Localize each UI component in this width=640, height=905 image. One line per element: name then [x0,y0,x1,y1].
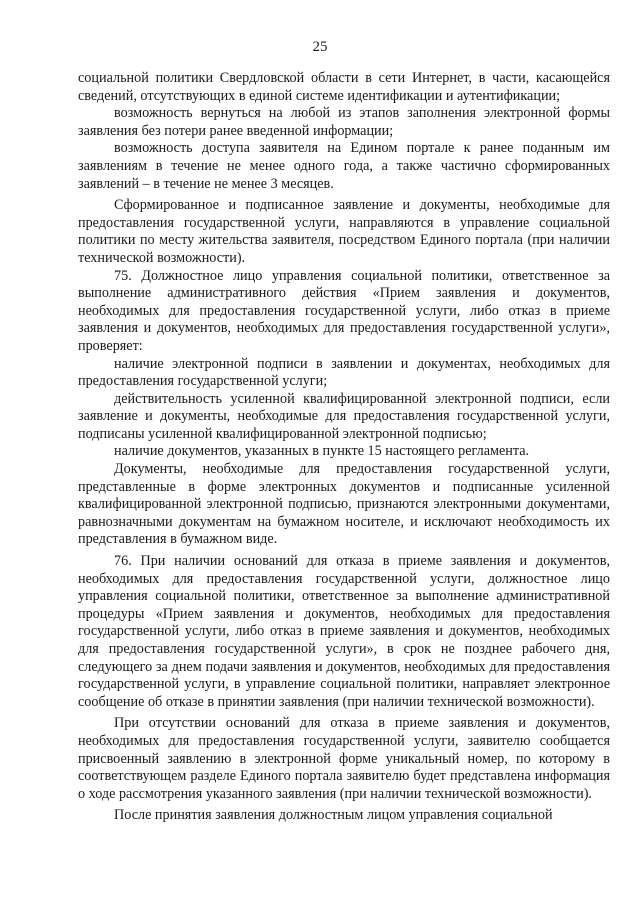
paragraph-item-75: 75. Должностное лицо управления социальной политики, ответственное за выполнение административного действия «Прием заявления и документов, необходимых для предоставления государственной услуги, либо отказ в приеме заявления и документов, необходимых для предоставления государственной услуги», проверяет: [78,267,610,354]
paragraph: При отсутствии оснований для отказа в приеме заявления и документов, необходимых для предоставления государственной услуги, заявителю сообщается присвоенный заявлению в электронной форме уникальный номер, по которому в соответствующем разделе Единого портала заявителю будет представлена информация о ходе рассмотрения указанного заявления (при наличии технической возможности). [78,715,610,802]
paragraph: действительность усиленной квалифицированной электронной подписи, если заявление и документы, необходимые для предоставления государственной услуги, подписаны усиленной квалифицированной электронной подписью; [78,390,610,442]
paragraph: наличие документов, указанных в пункте 15 настоящего регламента. [114,443,530,460]
paragraph-item-76: 76. При наличии оснований для отказа в приеме заявления и документов, необходимых для предоставления государственной услуги, должностное лицо управления социальной политики, ответственное за выполнение административной процедуры «Прием заявления и документов, необходимых для предоставления государственной услуги, либо отказ в приеме заявления и документов, необходимых для предоставления государственной услуги», в срок не позднее рабочего дня, следующего за днем подачи заявления и документов, необходимых для предоставления государственной услуги, в управление социальной политики, направляет электронное сообщение об отказе в принятии заявления (при наличии технической возможности). [78,553,610,710]
paragraph: Документы, необходимые для предоставления государственной услуги, представленные в форме электронных документов и подписанные усиленной квалифицированной электронной подписью, признаются электронными документами, равнозначными документам на бумажном носителе, и исключают необходимость их представления в бумажном виде. [78,461,610,548]
paragraph-continuation: социальной политики Свердловской области в сети Интернет, в части, касающейся сведений, отсутствующих в единой системе идентификации и аутентификации; [78,70,610,104]
page-number: 25 [312,39,328,55]
document-body [78,70,610,825]
paragraph: После принятия заявления должностным лицом управления социальной [114,807,553,824]
paragraph: возможность доступа заявителя на Едином портале к ранее поданным им заявлениям в течение не менее одного года, а также частично сформированных заявлений – в течение не менее 3 месяцев. [78,140,610,192]
paragraph: наличие электронной подписи в заявлении и документах, необходимых для предоставления государственной услуги; [78,355,610,390]
paragraph: возможность вернуться на любой из этапов заполнения электронной формы заявления без потери ранее введенной информации; [78,105,610,139]
paragraph: Сформированное и подписанное заявление и документы, необходимые для предоставления государственной услуги, направляются в управление социальной политики по месту жительства заявителя, посредством Единого портала (при наличии технической возможности). [78,197,610,266]
